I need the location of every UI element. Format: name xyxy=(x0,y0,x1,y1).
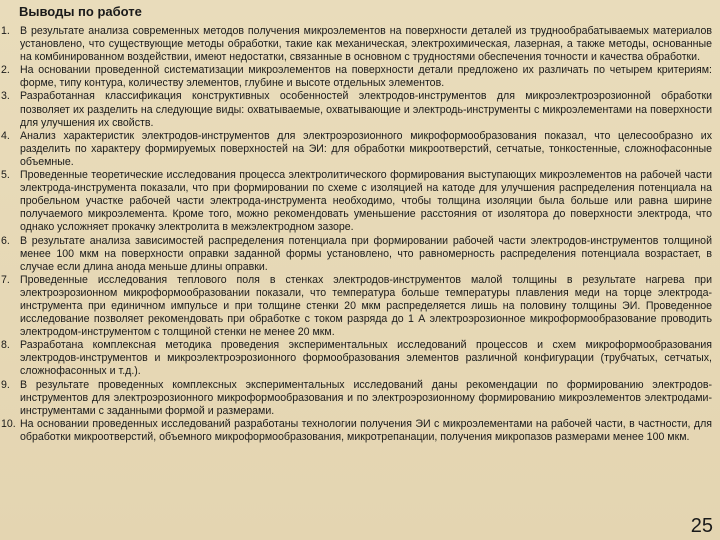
item-number: 10. xyxy=(1,417,16,430)
list-item xyxy=(0,379,712,418)
list-item xyxy=(0,339,712,378)
list-item xyxy=(0,130,712,169)
list-item xyxy=(0,64,712,90)
list-item xyxy=(0,235,712,274)
slide-title: Выводы по работе xyxy=(19,4,142,19)
item-number: 5. xyxy=(1,169,10,182)
item-text: Анализ характеристик электродов-инструментов для электроэрозионного микроформообразования показал, что целесообразно их разделить по характеру формируемых поверхностей на ЭИ: для обработки микроотверстий, сетчатые, тонкостенные, сложнофасонные объемные. xyxy=(20,129,712,168)
item-number: 1. xyxy=(1,25,10,37)
page-number: 25 xyxy=(690,515,713,537)
list-item xyxy=(0,418,712,444)
item-text: Проведенные теоретические исследования процесса электролитического формирования выступающих микроэлементов на рабочей части электрода-инструмента показали, что при формировании по схеме с изоляцией на катоде для улучшения распределения потенциала на пробельном участке рабочей части электрода-инструмента необходимо, чтобы толщина изоляции была больше или равна ширине получаемого микроэлемента. Кроме того, можно рекомендовать уменьшение расстояния от изолятора до поверхности электрода, что однако усложняет прокачку электролита в межэлектродном зазоре. xyxy=(20,169,712,234)
item-text: Разработана комплексная методика проведения экспериментальных исследований процессов и схем микроформообразования электродов-инструментов и микроэлектроэрозионного формообразования элементов различной конфигурации (трубчатых, сетчатых, сложнофасонных и т.д.). xyxy=(20,339,712,378)
item-number: 3. xyxy=(1,90,10,103)
item-text: Разработанная классификация конструктивных особенностей электродов-инструментов для микроэлектроэрозионной обработки позволяет их разделить на следующие виды: охватываемые, охватывающие и электродь-инструменты с микроэлементами на поверхности для улучшения их свойств. xyxy=(20,90,712,129)
item-number: 6. xyxy=(1,234,10,247)
list-item xyxy=(0,90,712,129)
list-item xyxy=(0,25,712,64)
item-text: В результате проведенных комплексных экспериментальных исследований даны рекомендации по формированию электродов-инструментов для электроэрозионного микроформообразования и по электроэрозионному формированию микроэлементов электродами-инструментами с заданными формой и размерами. xyxy=(20,378,712,417)
list-item xyxy=(0,169,712,234)
item-number: 2. xyxy=(1,64,10,77)
item-text: В результате анализа современных методов получения микроэлементов на поверхности деталей из труднообрабатываемых материалов установлено, что существующие методы обработки, такие как механическая, электрохимическая, лазерная, а также методы, основанные на комбинированном воздействии, имеют недостатки, связанные в основном с трудностями обеспечения точности и качества обработки. xyxy=(20,25,712,64)
item-text: На основании проведенных исследований разработаны технологии получения ЭИ с микроэлементами на рабочей части, в частности, для обработки микроотверстий, объемного микроформообразования, микротрепанации, получения микропазов размерами менее 100 мкм. xyxy=(20,417,712,443)
item-number: 7. xyxy=(1,273,10,286)
item-number: 8. xyxy=(1,339,10,352)
item-number: 4. xyxy=(1,129,10,142)
item-text: На основании проведенной систематизации микроэлементов на поверхности детали предложено их различать по четырем критериям: форме, типу контура, количеству элементов, глубине и высоте отдельных элементов. xyxy=(20,64,712,90)
item-text: Проведенные исследования теплового поля в стенках электродов-инструментов малой толщины в результате нагрева при электроэрозионном микроформообразовании показали, что температура больше температуры плавления меди на торце электрода-инструмента при единичном импульсе и при толщине стенки 20 мкм распределяется лишь на половину толщины ЭИ. Проведенное исследование позволяет рекомендовать при обработке с током разряда до 1 А электроэрозионное микроформообразование проводить электродом-инструментом с толщиной стенки не менее 20 мкм. xyxy=(20,273,712,339)
list-item xyxy=(0,274,712,339)
conclusions-list xyxy=(0,25,712,444)
item-number: 9. xyxy=(1,378,10,391)
item-text: В результате анализа зависимостей распределения потенциала при формировании рабочей части электродов-инструментов толщиной менее 100 мкм на поверхности оправки заданной формы установлено, что равномерность распределения потенциала возрастает, в случае если длина анода меньше длины оправки. xyxy=(20,234,712,273)
